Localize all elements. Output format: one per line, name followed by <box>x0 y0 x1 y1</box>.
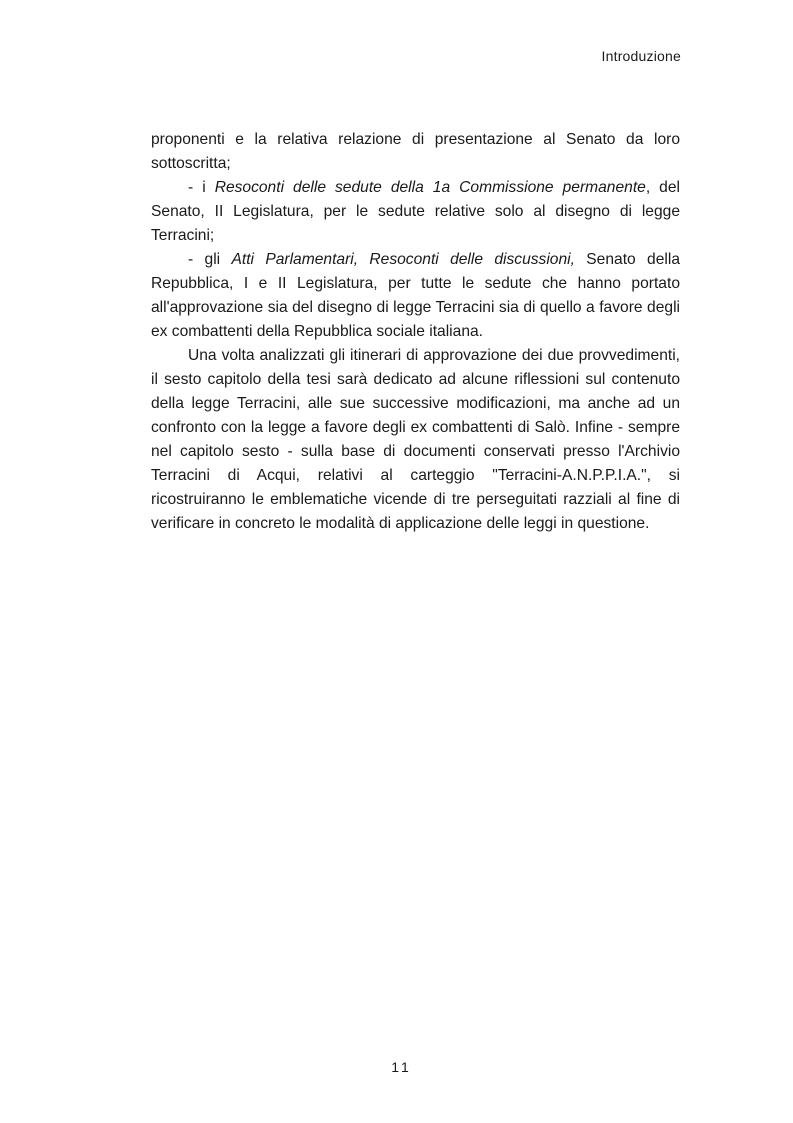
paragraph-continuation: proponenti e la relativa relazione di presentazione al Senato da loro sottoscritta; <box>151 131 680 172</box>
paragraph-chapter-overview: Una volta analizzati gli itinerari di approvazione dei due provvedimenti, il sesto capitolo della tesi sarà dedicato ad alcune riflessioni sul contenuto della legge Terracini, alle sue successive modificazioni, ma anche ad un confronto con la legge a favore degli ex combattenti di Salò. Infine - sempre nel capitolo sesto - sulla base di documenti conservati presso l'Archivio Terracini di Acqui, relativi al carteggio "Terracini-A.N.P.P.I.A.", si ricostruiranno le emblematiche vicende di tre perseguitati razziali al fine di verificare in concreto le modalità di applicazione delle leggi in questione. <box>151 347 680 532</box>
list-item-prefix: - gli <box>188 251 232 268</box>
list-item-title: Atti Parlamentari, Resoconti delle discussioni, <box>231 251 575 268</box>
body-text <box>151 128 680 536</box>
list-item-atti-parlamentari <box>151 248 680 344</box>
page-number: 11 <box>391 1059 412 1075</box>
list-item-title: Resoconti delle sedute della 1a Commissione permanente <box>214 179 646 196</box>
running-header: Introduzione <box>601 48 681 64</box>
list-item-resoconti <box>151 176 680 248</box>
list-item-text: Senato della Repubblica, I e II Legislatura, per tutte le sedute che hanno portato all'approvazione sia del disegno di legge Terracini sia di quello a favore degli ex combattenti della Repubblica sociale italiana. <box>151 251 680 340</box>
list-item-text: , del Senato, II Legislatura, per le sedute relative solo al disegno di legge Terracini; <box>151 179 680 244</box>
list-item-prefix: - i <box>188 179 215 196</box>
